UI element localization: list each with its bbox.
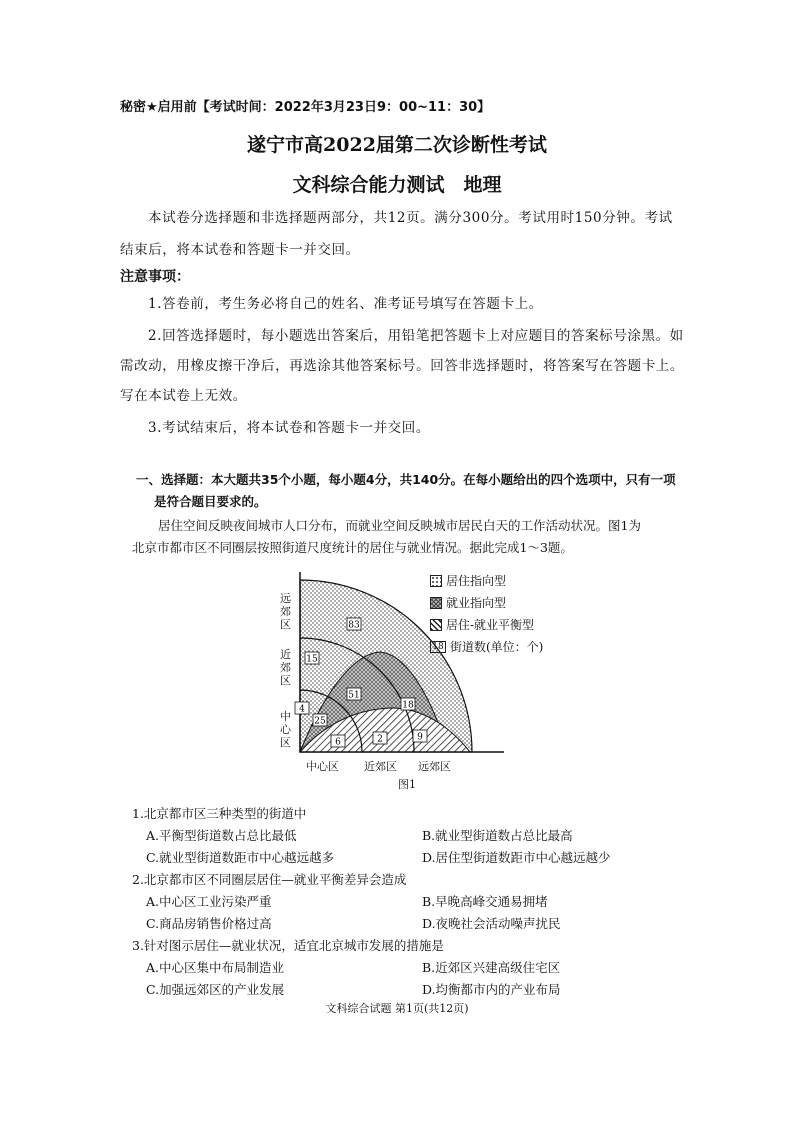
question-3-option-c: C.加强远郊区的产业发展 [146,982,285,997]
street-count-box-4 [401,698,415,711]
figure-1 [270,568,570,802]
y-label-far: 远郊区 [280,592,291,631]
question-2-option-c: C.商品房销售价格过高 [146,916,272,931]
question-3-option-b: B.近郊区兴建高级住宅区 [422,960,561,975]
street-count-box-5 [313,714,327,727]
question-1-option-b: B.就业型街道数占总比最高 [422,828,573,843]
passage-line-2: 北京市都市区不同圈层按照街道尺度统计的居住与就业情况。据此完成1～3题。 [132,540,573,555]
note-3: 3.考试结束后，将本试卷和答题卡一并交回。 [148,420,430,436]
legend-label-employment: 就业指向型 [446,596,507,610]
note-2-line-2: 需改动，用橡皮擦干净后，再选涂其他答案标号。回答非选择题时，将答案写在答题卡上。 [120,358,684,374]
legend-label-count: 街道数(单位：个) [450,640,544,654]
street-count-box-1 [305,652,319,665]
street-count-box-2 [295,702,309,715]
legend-swatch-cross [430,597,442,609]
question-1-option-a: A.平衡型街道数占总比最低 [146,828,297,843]
section-instruction-line-2: 是符合题目要求的。 [154,494,267,509]
street-count-label: 15 [306,654,318,665]
street-count-label: 51 [348,690,360,701]
legend-count [430,638,543,655]
legend-sample-box: 18 [430,641,446,653]
street-count-label: 83 [348,620,360,631]
question-2-option-a: A.中心区工业污染严重 [146,894,272,909]
question-2-option-b: B.早晚高峰交通易拥堵 [422,894,548,909]
street-count-box-0 [347,618,361,631]
intro-line-1: 本试卷分选择题和非选择题两部分，共12页。满分300分。考试用时150分钟。考试 [148,210,673,226]
question-3-option-a: A.中心区集中布局制造业 [146,960,285,975]
notes-heading: 注意事项： [120,269,190,285]
legend-residential [430,572,506,589]
street-count-label: 6 [335,737,341,748]
y-label-near: 近郊区 [280,648,291,687]
question-2-stem: 2.北京都市区不同圈层居住—就业平衡差异会造成 [132,872,407,887]
legend-employment [430,594,506,611]
note-2-line-3: 写在本试卷上无效。 [120,388,247,404]
street-count-label: 4 [299,704,305,715]
confidential-line: 秘密★启用前【考试时间：2022年3月23日9：00~11：30】 [120,100,491,115]
x-label-far: 远郊区 [418,760,451,773]
question-1-stem: 1.北京都市区三种类型的街道中 [132,806,307,821]
intro-line-2: 结束后，将本试卷和答题卡一并交回。 [120,242,360,258]
street-count-label: 2 [377,734,383,745]
legend-balanced [430,616,534,633]
legend-label-residential: 居住指向型 [446,574,507,588]
question-1-option-c: C.就业型街道数距市中心越远越多 [146,850,335,865]
figure-caption: 图1 [398,778,416,791]
legend-swatch-hatch [430,619,442,631]
note-2-line-1: 2.回答选择题时，每小题选出答案后，用铅笔把答题卡上对应题目的答案标号涂黑。如 [148,328,684,344]
section-instruction-line-1: 一、选择题：本大题共35个小题，每小题4分，共140分。在每小题给出的四个选项中，只有一项 [136,472,676,487]
street-count-label: 18 [402,700,414,711]
street-count-label: 9 [417,732,423,743]
question-1-option-d: D.居住型街道数距市中心越远越少 [422,850,611,865]
page-footer: 文科综合试题 第1页(共12页) [325,1002,469,1015]
legend-label-balanced: 居住-就业平衡型 [446,618,535,632]
question-2-option-d: D.夜晚社会活动噪声扰民 [422,916,561,931]
x-label-near: 近郊区 [364,760,397,773]
note-1: 1.答卷前，考生务必将自己的姓名、准考证号填写在答题卡上。 [148,296,543,312]
exam-title: 遂宁市高2022届第二次诊断性考试 [247,134,547,156]
street-count-label: 25 [314,716,326,727]
question-3-stem: 3.针对图示居住—就业状况，适宜北京城市发展的措施是 [132,938,444,953]
y-label-center: 中心区 [280,710,291,749]
x-label-center: 中心区 [306,760,339,773]
legend-swatch-dotted [430,575,442,587]
street-count-box-6 [331,735,345,748]
exam-subtitle: 文科综合能力测试 地理 [292,174,502,196]
street-count-box-7 [373,732,387,745]
street-count-box-8 [413,730,427,743]
question-3-option-d: D.均衡都市内的产业布局 [422,982,561,997]
street-count-box-3 [347,688,361,701]
passage-line-1: 居住空间反映夜间城市人口分布，而就业空间反映城市居民白天的工作活动状况。图1为 [158,518,641,533]
